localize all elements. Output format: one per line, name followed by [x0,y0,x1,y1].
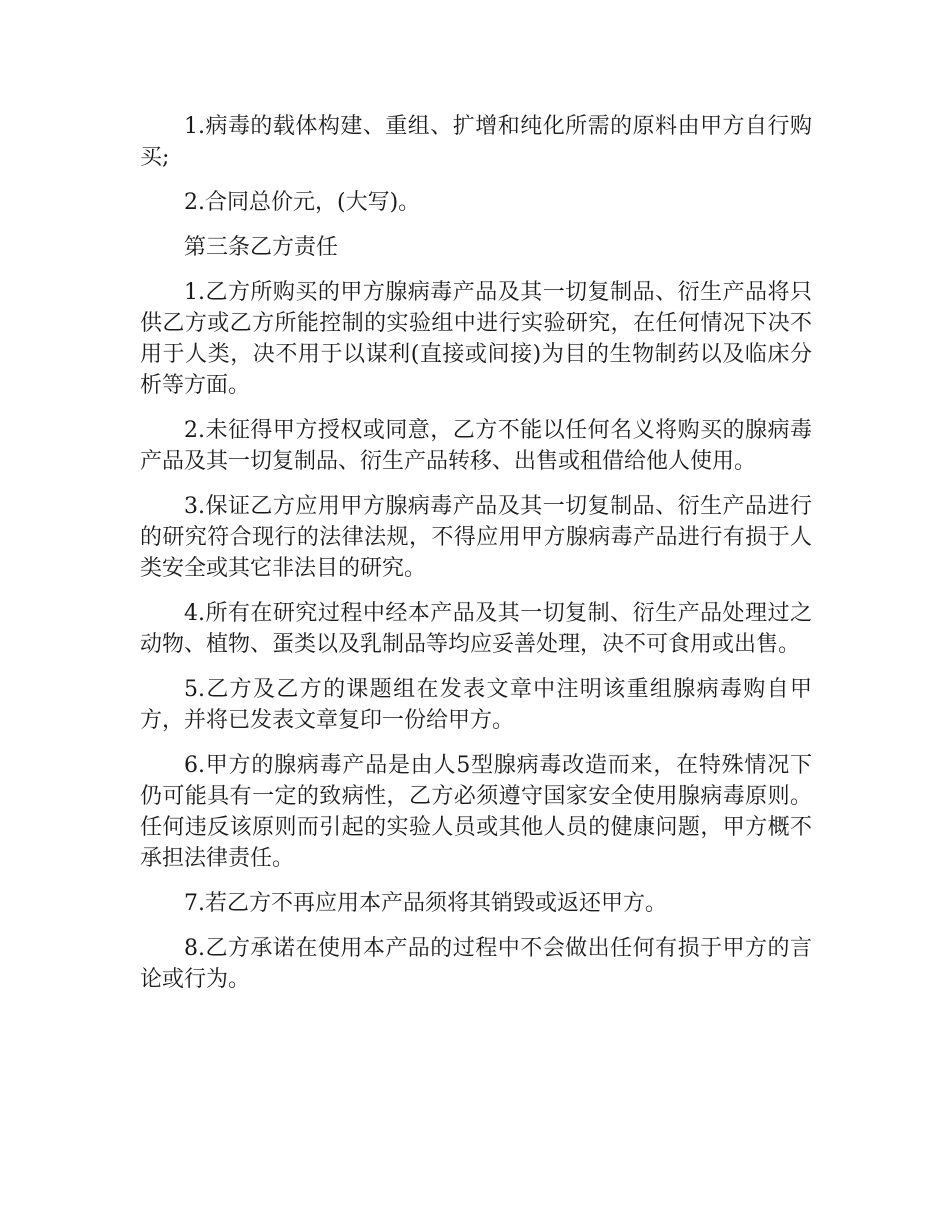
paragraph-7: 5.乙方及乙方的课题组在发表文章中注明该重组腺病毒购自甲方，并将已发表文章复印一份给甲方。 [140,677,812,733]
paragraph-8: 6.甲方的腺病毒产品是由人5型腺病毒改造而来，在特殊情况下仍可能具有一定的致病性，乙方必须遵守国家安全使用腺病毒原则。任何违反该原则而引起的实验人员或其他人员的健康问题，甲方概不承担法律责任。 [140,753,812,871]
paragraph-6: 4.所有在研究过程中经本产品及其一切复制、衍生产品处理过之动物、植物、蛋类以及乳制品等均应妥善处理，决不可食用或出售。 [140,601,812,657]
paragraph-10: 8.乙方承诺在使用本产品的过程中不会做出任何有损于甲方的言论或行为。 [140,936,812,992]
paragraph-1: 1.病毒的载体构建、重组、扩增和纯化所需的原料由甲方自行购买; [140,114,812,170]
paragraph-3: 1.乙方所购买的甲方腺病毒产品及其一切复制品、衍生产品将只供乙方或乙方所能控制的实验组中进行实验研究，在任何情况下决不用于人类，决不用于以谋利(直接或间接)为目的生物制药以及临床分析等方面。 [140,280,812,398]
section-heading: 第三条乙方责任 [184,235,339,260]
paragraph-2: 2.合同总价元，(大写)。 [184,190,421,215]
paragraph-9: 7.若乙方不再应用本产品须将其销毁或返还甲方。 [184,891,667,916]
document-body [140,111,812,1009]
paragraph-5: 3.保证乙方应用甲方腺病毒产品及其一切复制品、衍生产品进行的研究符合现行的法律法规，不得应用甲方腺病毒产品进行有损于人类安全或其它非法目的研究。 [140,494,812,581]
paragraph-4: 2.未征得甲方授权或同意，乙方不能以任何名义将购买的腺病毒产品及其一切复制品、衍生产品转移、出售或租借给他人使用。 [140,418,812,474]
